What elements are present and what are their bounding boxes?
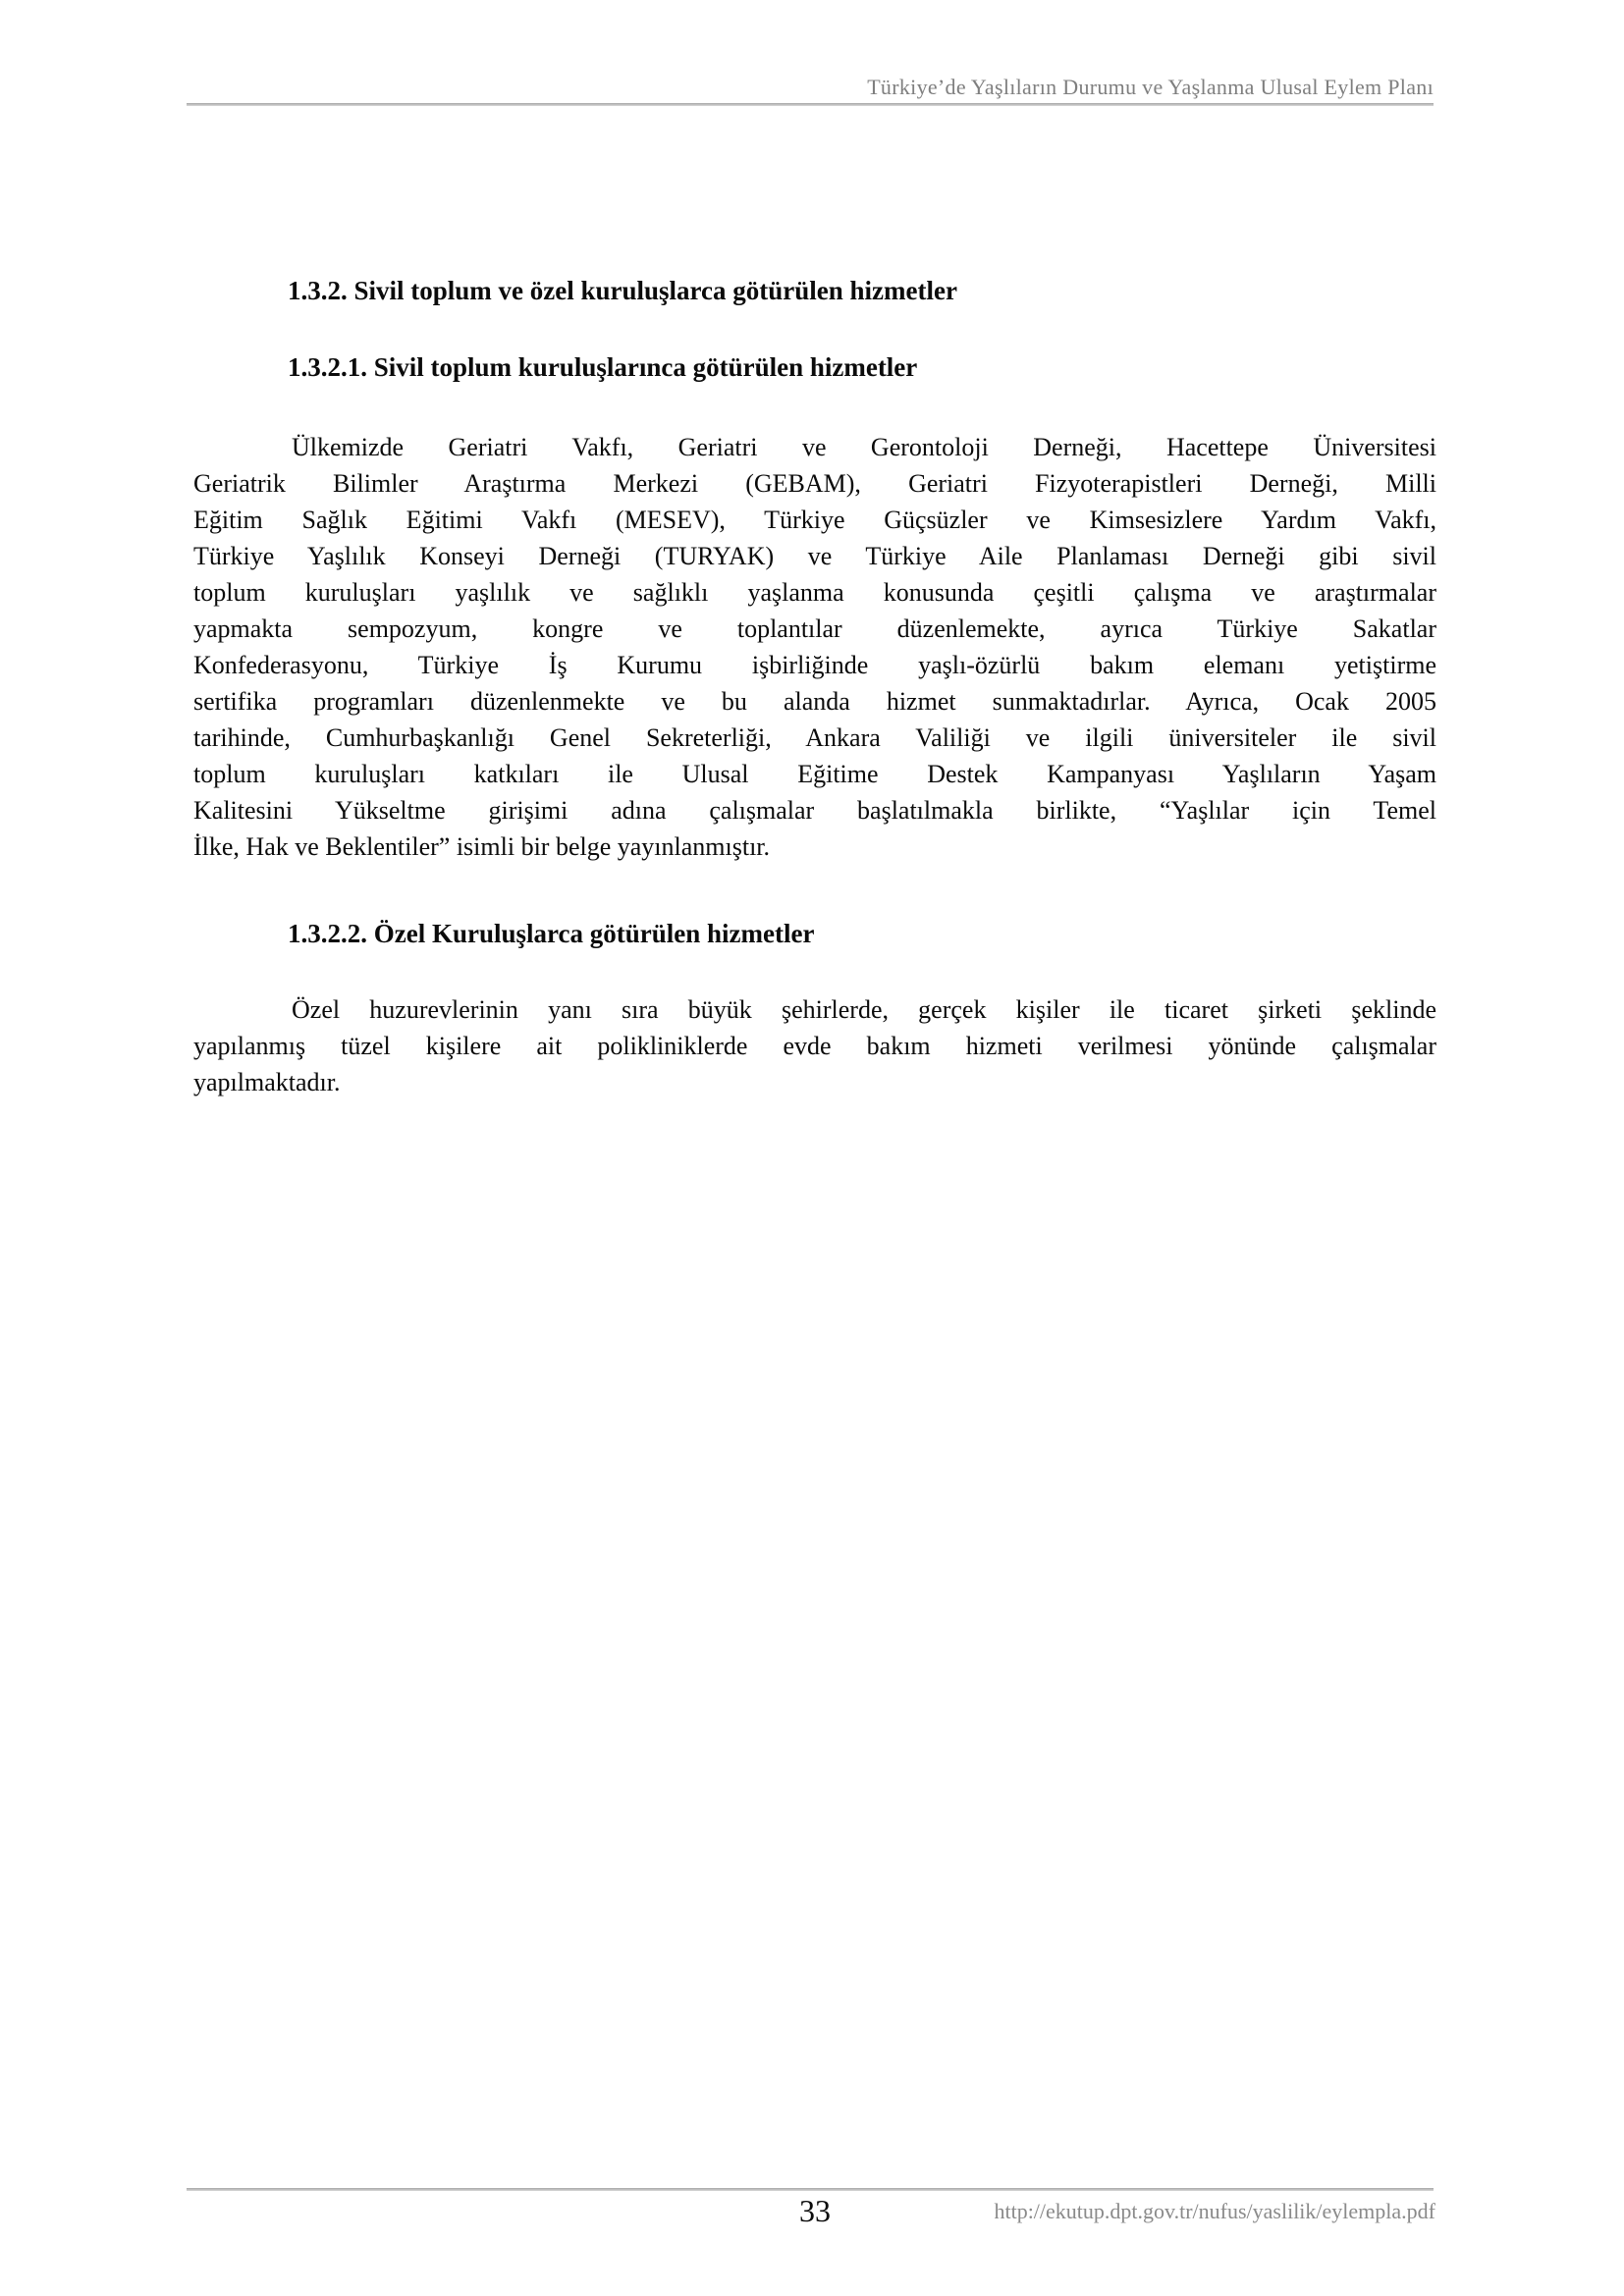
page-number: 33: [799, 2193, 831, 2228]
text-line: Türkiye Yaşlılık Konseyi Derneği (TURYAK) ve Türkiye Aile Planlaması Derneği gibi sivil: [193, 542, 1436, 570]
text-line: Ülkemizde Geriatri Vakfı, Geriatri ve Gerontoloji Derneği, Hacettepe Üniversitesi: [292, 433, 1436, 461]
text-line: tarihinde, Cumhurbaşkanlığı Genel Sekreterliği, Ankara Valiliği ve ilgili üniversiteler ile sivil: [193, 723, 1436, 752]
header-rule: [187, 103, 1434, 106]
section-heading-1-3-2-2: 1.3.2.2. Özel Kuruluşlarca götürülen hizmetler: [288, 919, 815, 948]
text-line: sertifika programları düzenlenmekte ve bu alanda hizmet sunmaktadırlar. Ayrıca, Ocak 2005: [193, 687, 1436, 716]
text-line: Konfederasyonu, Türkiye İş Kurumu işbirliğinde yaşlı-özürlü bakım elemanı yetiştirme: [193, 651, 1436, 679]
text-line: İlke, Hak ve Beklentiler” isimli bir belge yayınlanmıştır.: [193, 832, 771, 861]
section-heading-1-3-2-1: 1.3.2.1. Sivil toplum kuruluşlarınca götürülen hizmetler: [288, 352, 918, 382]
section-heading-1-3-2: 1.3.2. Sivil toplum ve özel kuruluşlarca götürülen hizmetler: [288, 276, 957, 305]
text-line: toplum kuruluşları katkıları ile Ulusal Eğitime Destek Kampanyası Yaşlıların Yaşam: [193, 760, 1436, 788]
text-line: toplum kuruluşları yaşlılık ve sağlıklı yaşlanma konusunda çeşitli çalışma ve araştırmalar: [193, 578, 1436, 607]
text-line: Geriatrik Bilimler Araştırma Merkezi (GEBAM), Geriatri Fizyoterapistleri Derneği, Milli: [193, 469, 1436, 498]
text-line: yapılanmış tüzel kişilere ait polikliniklerde evde bakım hizmeti verilmesi yönünde çalışmalar: [193, 1032, 1436, 1060]
paragraph-private-institution-services: [193, 991, 1436, 1100]
text-line: yapılmaktadır.: [193, 1068, 341, 1096]
text-line: Kalitesini Yükseltme girişimi adına çalışmalar başlatılmakla birlikte, “Yaşlılar için Temel: [193, 796, 1436, 825]
footer-source-url: http://ekutup.dpt.gov.tr/nufus/yaslilik/eylempla.pdf: [994, 2199, 1435, 2223]
running-header-title: Türkiye’de Yaşlıların Durumu ve Yaşlanma Ulusal Eylem Planı: [867, 75, 1434, 99]
text-line: Eğitim Sağlık Eğitimi Vakfı (MESEV), Türkiye Güçsüzler ve Kimsesizlere Yardım Vakfı,: [193, 506, 1436, 534]
paragraph-civil-society-services: [193, 429, 1436, 865]
text-line: yapmakta sempozyum, kongre ve toplantılar düzenlemekte, ayrıca Türkiye Sakatlar: [193, 614, 1436, 643]
text-line: Özel huzurevlerinin yanı sıra büyük şehirlerde, gerçek kişiler ile ticaret şirketi şeklinde: [292, 995, 1436, 1024]
footer-rule: [187, 2188, 1434, 2191]
